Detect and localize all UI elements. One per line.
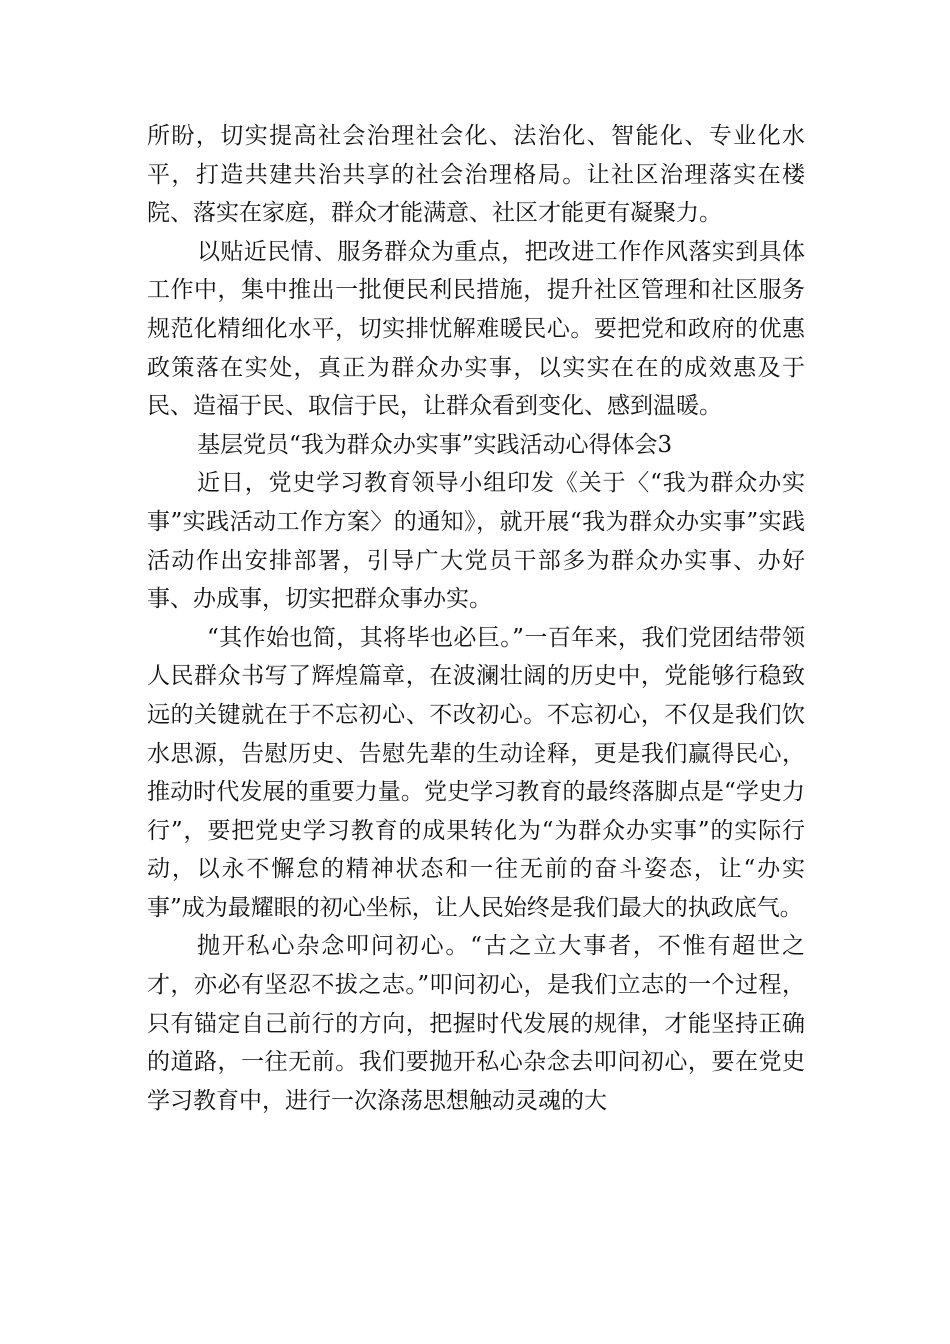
paragraph-service: 以贴近民情、服务群众为重点，把改进工作作风落实到具体工作中，集中推出一批便民利民措施，提升社区管理和社区服务规范化精细化水平，切实排忧解难暖民心。要把党和政府的优惠政策落在实处，真正为群众办实事，以实实在在的成效惠及于民、造福于民、取信于民，让群众看到变化、感到温暖。 [147, 238, 805, 420]
paragraph-continued: 所盼，切实提高社会治理社会化、法治化、智能化、专业化水平，打造共建共治共享的社会治理格局。让社区治理落实在楼院、落实在家庭，群众才能满意、社区才能更有凝聚力。 [147, 123, 805, 227]
document-page [147, 117, 805, 1120]
paragraph-ask-aspiration: 抛开私心杂念叩问初心。“古之立大事者，不惟有超世之才，亦必有坚忍不拔之志。”叩问初心，是我们立志的一个过程，只有锚定自己前行的方向，把握时代发展的规律，才能坚持正确的道路，一往无前。我们要抛开私心杂念去叩问初心，要在党史学习教育中，进行一次涤荡思想触动灵魂的大 [147, 933, 805, 1114]
section-heading: 基层党员“我为群众办实事”实践活动心得体会3 [197, 431, 673, 458]
paragraph-original-aspiration: “其作始也简，其将毕也必巨。”一百年来，我们党团结带领人民群众书写了辉煌篇章，在波澜壮阔的历史中，党能够行稳致远的关键就在于不忘初心、不改初心。不忘初心，不仅是我们饮水思源，告慰历史、告慰先辈的生动诠释，更是我们赢得民心，推动时代发展的重要力量。党史学习教育的最终落脚点是“学史力行”，要把党史学习教育的成果转化为“为群众办实事”的实际行动，以永不懈怠的精神状态和一往无前的奋斗姿态，让“办实事”成为最耀眼的初心坐标，让人民始终是我们最大的执政底气。 [147, 624, 805, 921]
paragraph-notice: 近日，党史学习教育领导小组印发《关于〈“我为群众办实事”实践活动工作方案〉的通知》，就开展“我为群众办实事”实践活动作出安排部署，引导广大党员干部多为群众办实事、办好事、办成事，切实把群众事办实。 [147, 470, 805, 613]
